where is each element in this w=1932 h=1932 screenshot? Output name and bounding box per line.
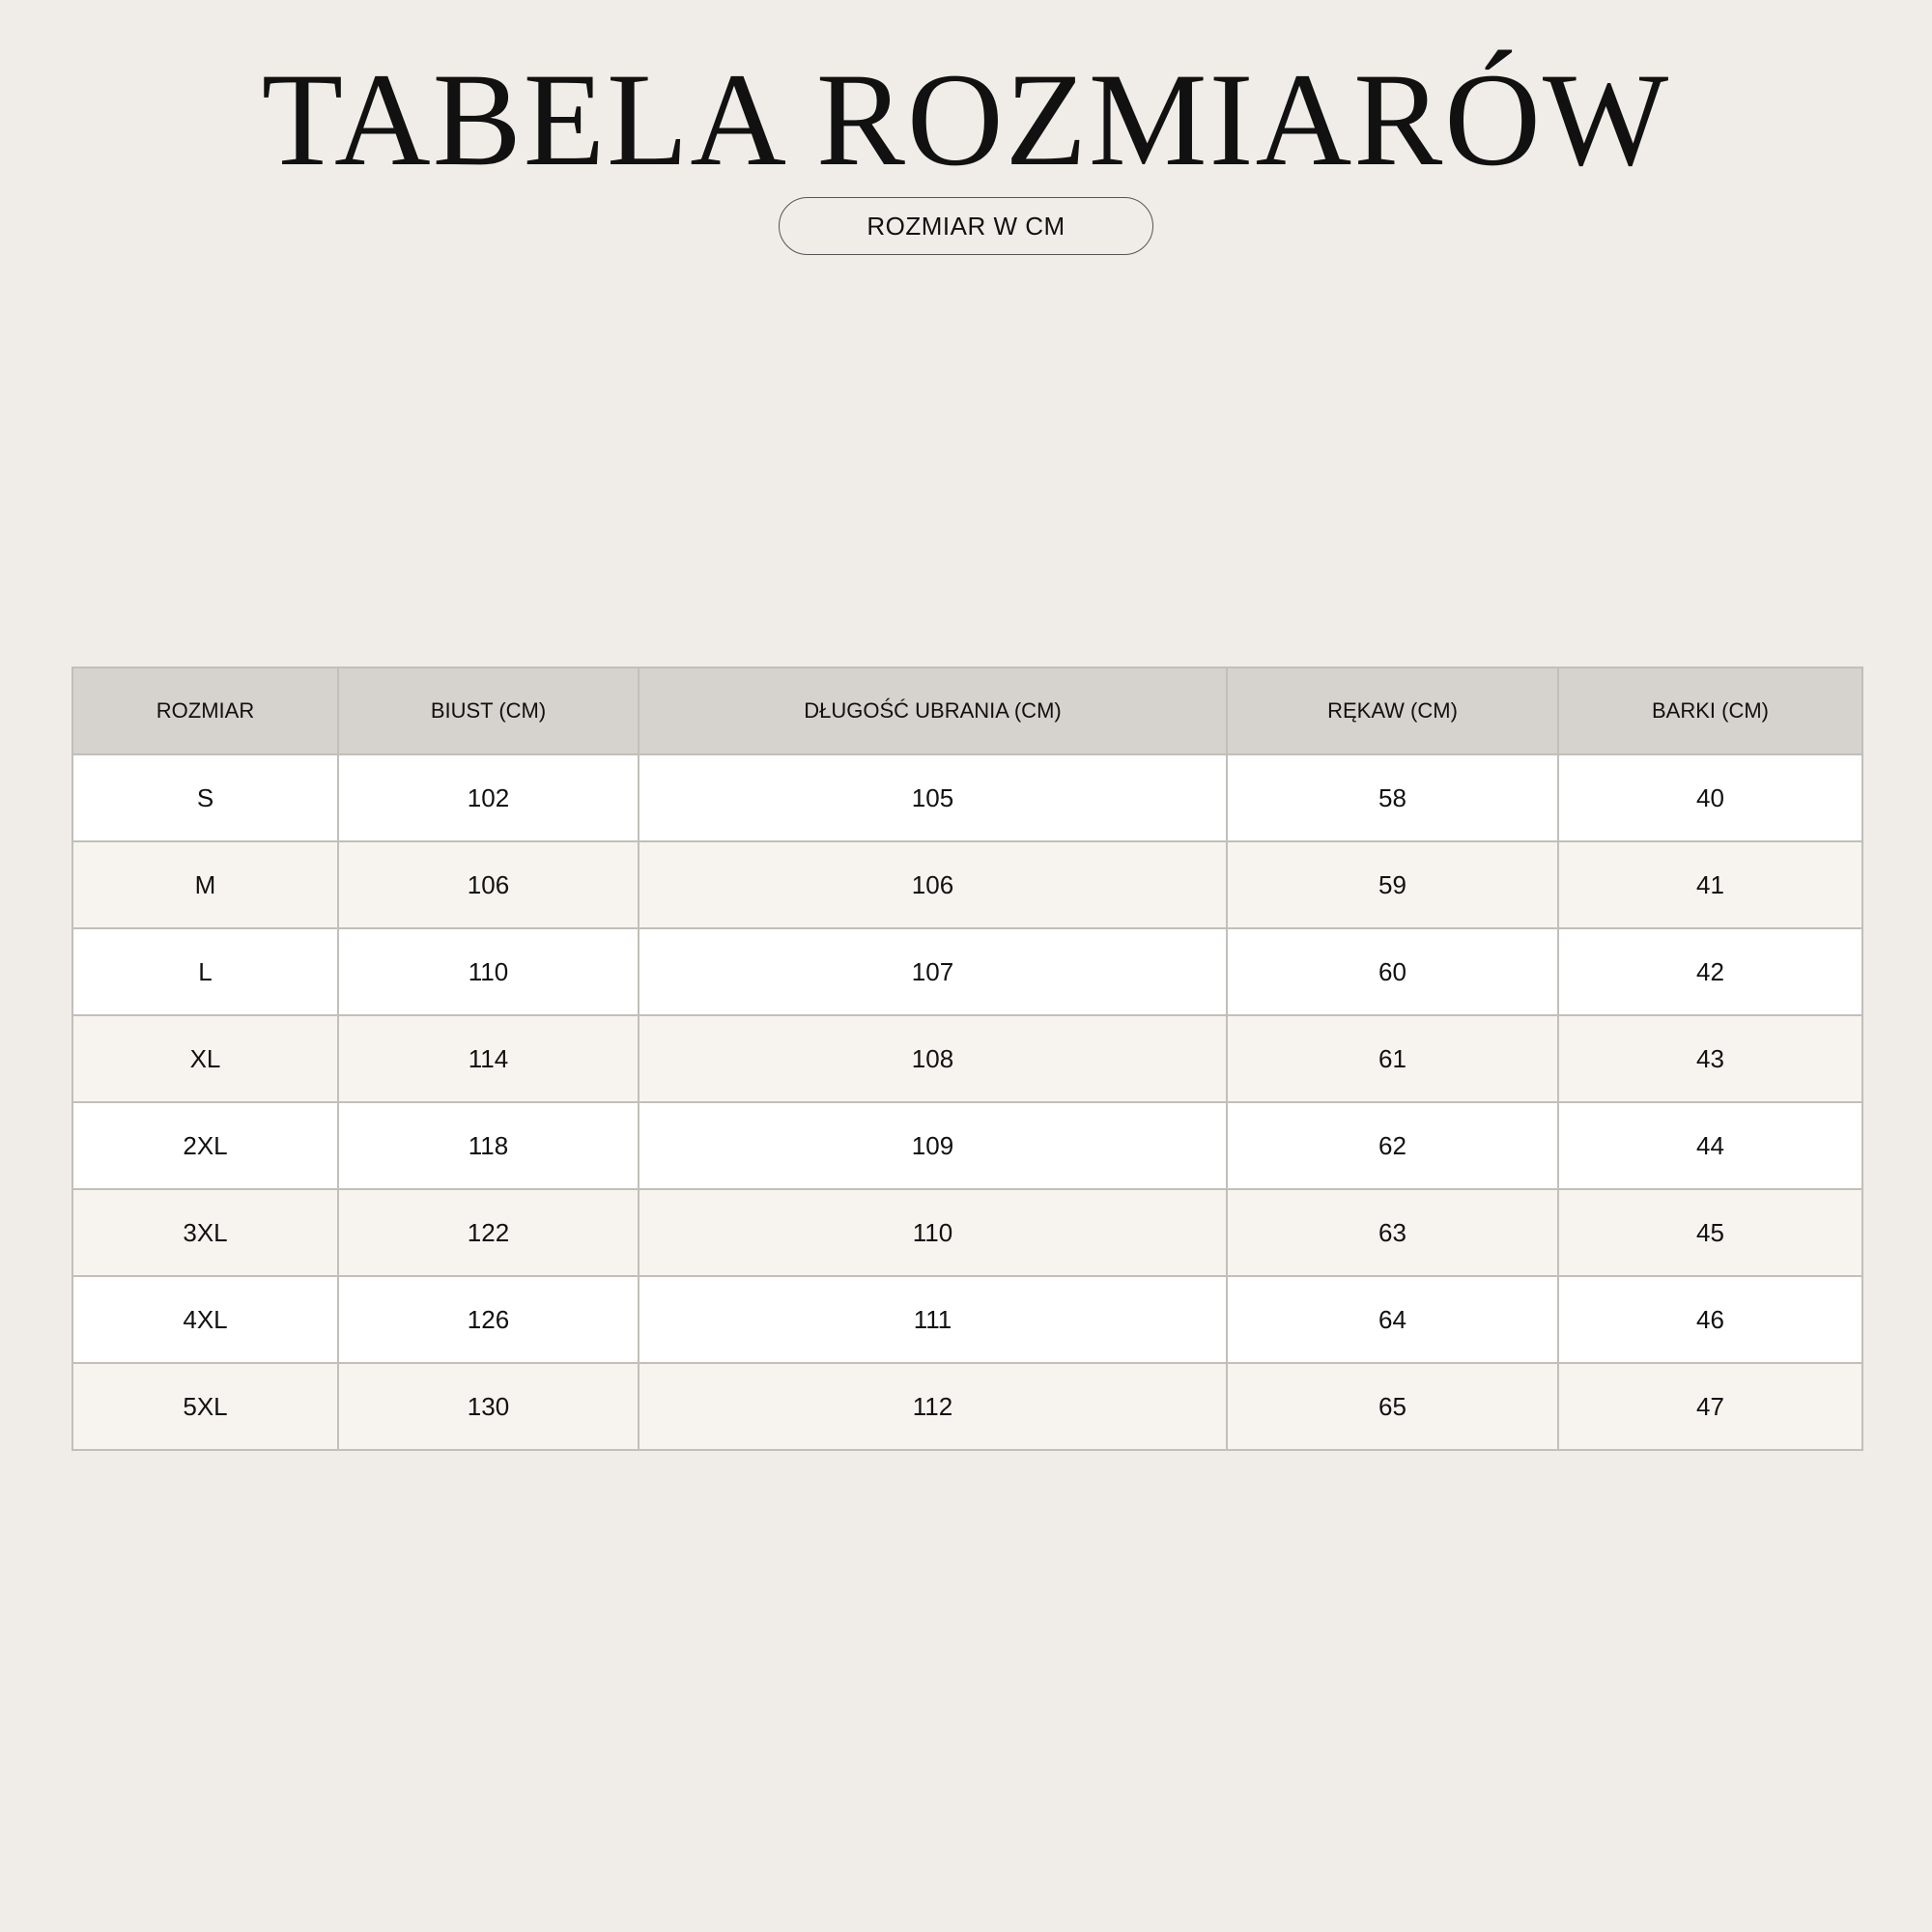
cell-sleeve: 63 (1227, 1189, 1558, 1276)
cell-sleeve: 59 (1227, 841, 1558, 928)
cell-shoulders: 42 (1558, 928, 1862, 1015)
table-row (72, 928, 1862, 1015)
cell-length: 112 (639, 1363, 1227, 1450)
cell-length: 110 (639, 1189, 1227, 1276)
table-row (72, 1189, 1862, 1276)
cell-size: 5XL (72, 1363, 338, 1450)
cell-bust: 106 (338, 841, 639, 928)
cell-shoulders: 43 (1558, 1015, 1862, 1102)
cell-size: 4XL (72, 1276, 338, 1363)
table-row (72, 1276, 1862, 1363)
cell-length: 107 (639, 928, 1227, 1015)
cell-size: 2XL (72, 1102, 338, 1189)
cell-sleeve: 58 (1227, 754, 1558, 841)
cell-sleeve: 60 (1227, 928, 1558, 1015)
cell-size: XL (72, 1015, 338, 1102)
cell-length: 111 (639, 1276, 1227, 1363)
cell-shoulders: 41 (1558, 841, 1862, 928)
cell-bust: 110 (338, 928, 639, 1015)
table-row (72, 754, 1862, 841)
cell-length: 109 (639, 1102, 1227, 1189)
cell-bust: 122 (338, 1189, 639, 1276)
cell-bust: 114 (338, 1015, 639, 1102)
cell-size: 3XL (72, 1189, 338, 1276)
cell-length: 108 (639, 1015, 1227, 1102)
header-shoulders: BARKI (CM) (1558, 668, 1862, 754)
size-table (71, 667, 1863, 1451)
table-row (72, 1363, 1862, 1450)
cell-shoulders: 47 (1558, 1363, 1862, 1450)
unit-badge: ROZMIAR W CM (779, 197, 1153, 255)
page-title: TABELA ROZMIARÓW (261, 45, 1671, 193)
cell-bust: 118 (338, 1102, 639, 1189)
cell-sleeve: 64 (1227, 1276, 1558, 1363)
table-row (72, 1102, 1862, 1189)
cell-sleeve: 65 (1227, 1363, 1558, 1450)
cell-sleeve: 62 (1227, 1102, 1558, 1189)
table-row (72, 841, 1862, 928)
cell-bust: 102 (338, 754, 639, 841)
header-bust: BIUST (CM) (338, 668, 639, 754)
cell-size: L (72, 928, 338, 1015)
cell-length: 105 (639, 754, 1227, 841)
header-sleeve: RĘKAW (CM) (1227, 668, 1558, 754)
cell-sleeve: 61 (1227, 1015, 1558, 1102)
cell-shoulders: 46 (1558, 1276, 1862, 1363)
table-header-row (72, 668, 1862, 754)
cell-shoulders: 40 (1558, 754, 1862, 841)
cell-shoulders: 44 (1558, 1102, 1862, 1189)
table-row (72, 1015, 1862, 1102)
cell-shoulders: 45 (1558, 1189, 1862, 1276)
cell-bust: 130 (338, 1363, 639, 1450)
cell-bust: 126 (338, 1276, 639, 1363)
cell-size: M (72, 841, 338, 928)
cell-size: S (72, 754, 338, 841)
header-length: DŁUGOŚĆ UBRANIA (CM) (639, 668, 1227, 754)
header-size: ROZMIAR (72, 668, 338, 754)
cell-length: 106 (639, 841, 1227, 928)
